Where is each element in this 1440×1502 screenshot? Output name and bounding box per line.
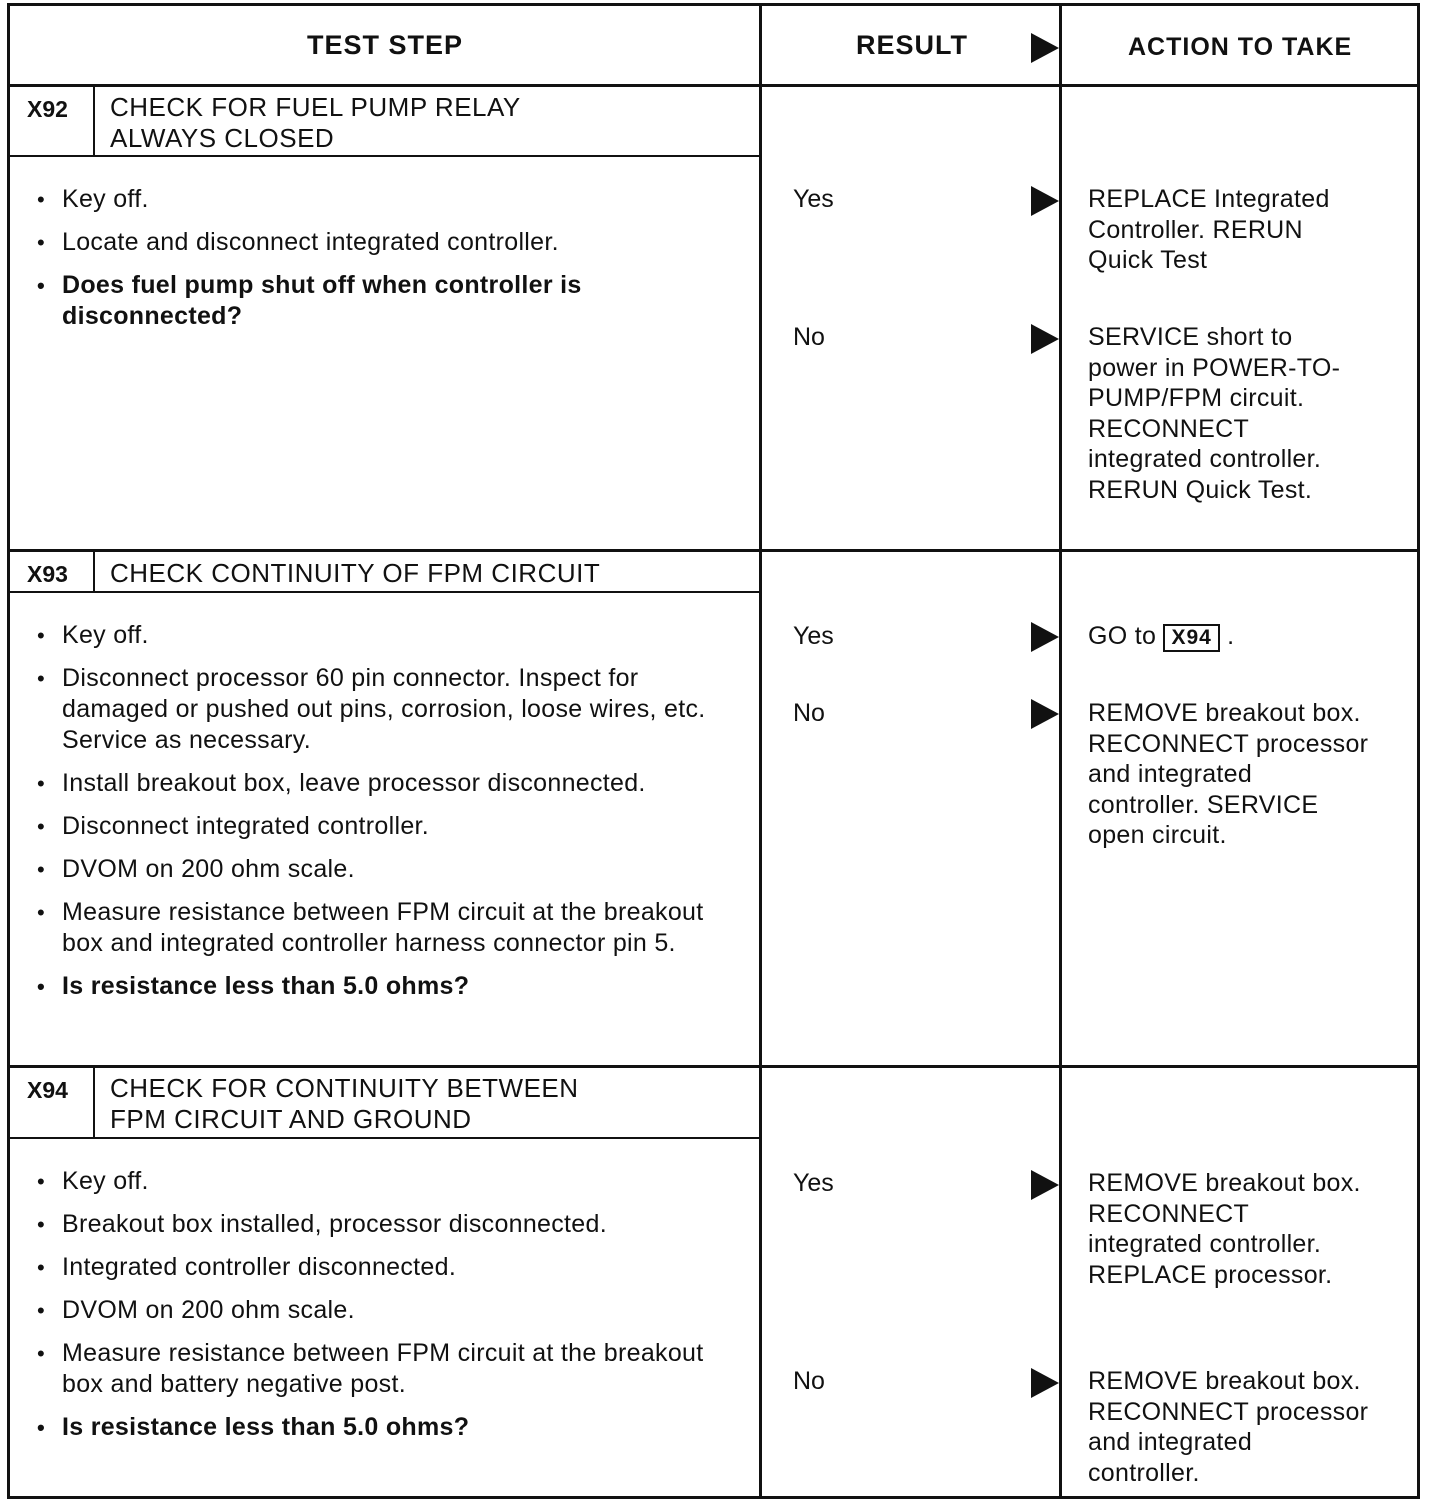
column-divider-action [1059,3,1062,1499]
arrow-right-icon [1031,622,1059,652]
row-divider-x94 [7,1065,1420,1068]
list-item: • Install breakout box, leave processor disconnected. [35,768,745,799]
column-divider-result [759,3,762,1499]
list-item: • Measure resistance between FPM circuit at the breakout box and battery negative post. [35,1338,735,1400]
step-title-divider [7,1137,761,1139]
step-reference: X94 [1163,624,1219,652]
arrow-right-icon [1031,33,1059,63]
result-no: No [793,1367,825,1395]
result-yes: Yes [793,185,834,213]
step-id-divider [93,551,95,592]
list-item: • Is resistance less than 5.0 ohms? [35,971,745,1002]
list-item: • Key off. [35,184,735,215]
arrow-right-icon [1031,1368,1059,1398]
step-id: X93 [27,561,68,587]
list-item: • DVOM on 200 ohm scale. [35,854,745,885]
list-item: • Measure resistance between FPM circuit at the breakout box and integrated controller harness connector pin 5. [35,897,745,959]
header-divider [7,84,1420,87]
step-bullets [35,620,745,1014]
step-bullets [35,1166,735,1455]
step-title: CHECK FOR CONTINUITY BETWEEN FPM CIRCUIT AND GROUND [110,1073,579,1134]
result-no: No [793,699,825,727]
list-item: • Does fuel pump shut off when controller is disconnected? [35,270,735,332]
action-go-to: GO to [1088,622,1157,650]
step-id: X94 [27,1077,68,1103]
list-item: • Locate and disconnect integrated controller. [35,227,735,258]
arrow-right-icon [1031,186,1059,216]
action-text: REMOVE breakout box. RECONNECT processor and integrated controller. SERVICE open circuit. [1088,699,1369,849]
action-text: SERVICE short to power in POWER-TO- PUMP/FPM circuit. RECONNECT integrated controller. RERUN Quick Test. [1088,323,1341,504]
step-bullets [35,184,735,344]
step-title-divider [7,155,761,157]
action-text: REPLACE Integrated Controller. RERUN Quick Test [1088,185,1330,274]
action-text: REMOVE breakout box. RECONNECT integrated controller. REPLACE processor. [1088,1169,1361,1289]
list-item: • Integrated controller disconnected. [35,1252,735,1283]
list-item: • Disconnect integrated controller. [35,811,745,842]
arrow-right-icon [1031,324,1059,354]
result-yes: Yes [793,1169,834,1197]
action-suffix: . [1227,622,1235,650]
row-divider-x93 [7,549,1420,552]
step-id: X92 [27,96,68,122]
arrow-right-icon [1031,1170,1059,1200]
header-result: RESULT [856,30,968,60]
result-no: No [793,323,825,351]
header-action: ACTION TO TAKE [1128,33,1353,61]
header-test-step: TEST STEP [307,30,464,60]
step-title: CHECK FOR FUEL PUMP RELAY ALWAYS CLOSED [110,92,521,153]
step-id-divider [93,86,95,156]
list-item: • DVOM on 200 ohm scale. [35,1295,735,1326]
step-title: CHECK CONTINUITY OF FPM CIRCUIT [110,558,601,588]
list-item: • Key off. [35,620,745,651]
list-item: • Is resistance less than 5.0 ohms? [35,1412,735,1443]
step-title-divider [7,591,761,593]
arrow-right-icon [1031,699,1059,729]
action-text [1088,621,1408,652]
list-item: • Key off. [35,1166,735,1197]
list-item: • Breakout box installed, processor disconnected. [35,1209,735,1240]
action-text: REMOVE breakout box. RECONNECT processor and integrated controller. [1088,1367,1369,1487]
result-yes: Yes [793,622,834,650]
step-id-divider [93,1067,95,1138]
list-item: • Disconnect processor 60 pin connector. Inspect for damaged or pushed out pins, corrosion, loose wires, etc. Service as necessary. [35,663,745,756]
